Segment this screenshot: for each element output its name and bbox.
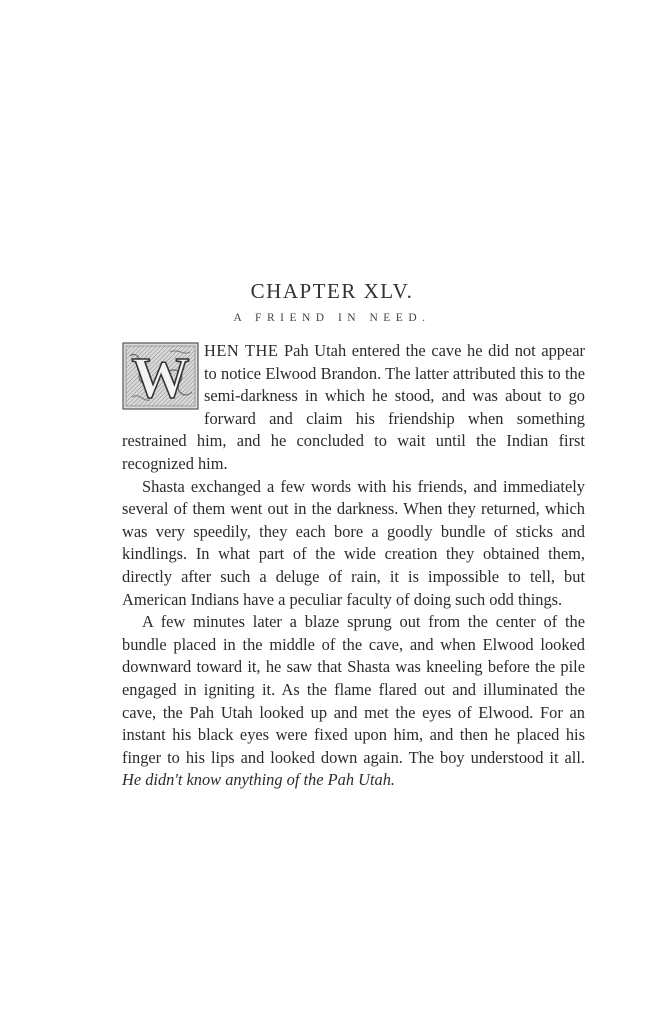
paragraph-3 — [122, 611, 585, 792]
ornamental-dropcap — [122, 342, 199, 410]
paragraph-1 — [122, 340, 585, 476]
paragraph-1-text: Pah Utah entered the cave he did not appear to notice Elwood Brandon. The latter attributed this to the semi-darkness in which he stood, and was about to go forward and claim his friendship when something restrained him, and he concluded to wait until the Indian first recognized him. — [122, 341, 585, 473]
paragraph-3-italic: He didn't know anything of the Pah Utah. — [122, 770, 396, 790]
paragraph-1-lead: HEN THE — [204, 341, 279, 360]
chapter-body — [122, 340, 585, 792]
paragraph-2: Shasta exchanged a few words with his friends, and immediately several of them went out in the darkness. When they returned, which was very speedily, they each bore a goodly bundle of sticks and kindlings. In what part of the wide creation they obtained them, directly after such a deluge of rain, it is impossible to tell, but American Indians have a peculiar faculty of doing such odd things. — [122, 476, 585, 609]
dropcap-letter: W — [131, 345, 190, 410]
dropcap-w-icon — [122, 342, 199, 410]
paragraph-3-text: A few minutes later a blaze sprung out from the center of the bundle placed in the middle of the cave, and when Elwood looked downward toward it, he saw that Shasta was kneeling before the pile engaged in igniting it. As the flame flared out and illuminated the cave, the Pah Utah looked up and met the eyes of Elwood. For an instant his black eyes were fixed upon him, and then he placed his finger to his lips and looked down again. The boy understood it all. — [122, 612, 585, 767]
chapter-title: CHAPTER XLV. — [250, 279, 414, 303]
chapter-subtitle: A FRIEND IN NEED. — [233, 312, 431, 324]
